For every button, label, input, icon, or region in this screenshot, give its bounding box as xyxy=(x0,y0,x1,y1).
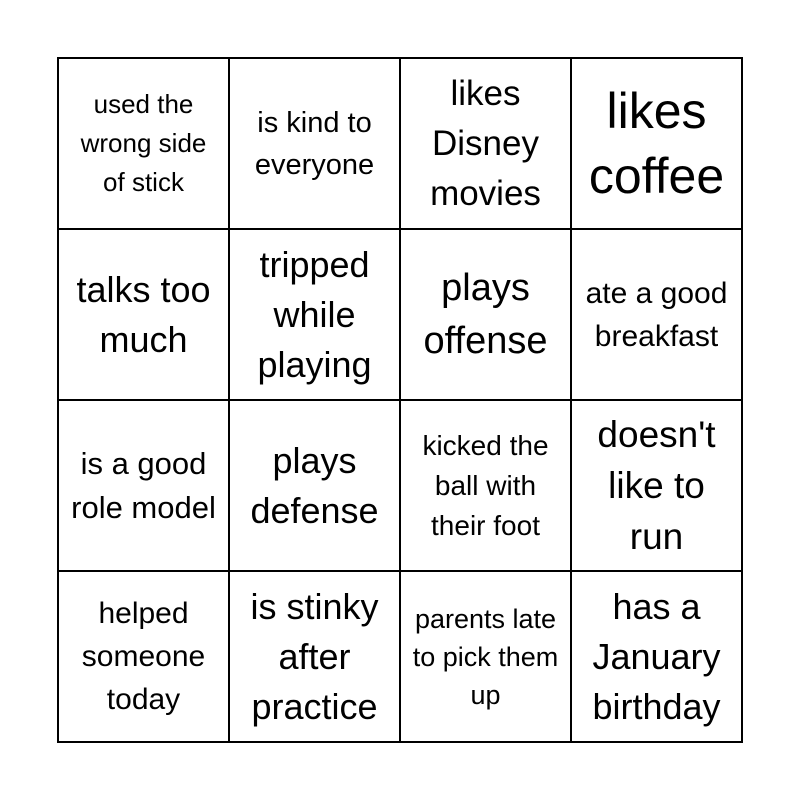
bingo-cell[interactable] xyxy=(571,400,742,571)
bingo-cell[interactable] xyxy=(400,571,571,742)
bingo-cell[interactable] xyxy=(229,571,400,742)
bingo-cell[interactable] xyxy=(58,400,229,571)
bingo-cell[interactable] xyxy=(571,58,742,229)
cell-text: kicked the ball with their foot xyxy=(422,429,549,541)
bingo-cell[interactable] xyxy=(58,571,229,742)
bingo-board xyxy=(57,57,743,743)
bingo-cell[interactable] xyxy=(400,229,571,400)
bingo-cell[interactable] xyxy=(571,229,742,400)
cell-text: helped someone today xyxy=(81,597,206,716)
cell-text: has a January birthday xyxy=(592,585,721,727)
cell-text: doesn't like to run xyxy=(597,414,716,557)
cell-text: parents late to pick them up xyxy=(412,603,559,710)
cell-text: plays offense xyxy=(423,266,548,362)
cell-text: likes Disney movies xyxy=(430,73,541,213)
cell-text: plays defense xyxy=(250,439,379,531)
cell-text: ate a good breakfast xyxy=(585,276,728,353)
bingo-cell[interactable] xyxy=(229,229,400,400)
cell-text: is a good role model xyxy=(71,445,216,525)
bingo-cell[interactable] xyxy=(400,400,571,571)
bingo-cell[interactable] xyxy=(229,58,400,229)
bingo-cell[interactable] xyxy=(58,229,229,400)
cell-text: is stinky after practice xyxy=(250,585,379,727)
bingo-cell[interactable] xyxy=(58,58,229,229)
bingo-cell[interactable] xyxy=(400,58,571,229)
bingo-cell[interactable] xyxy=(229,400,400,571)
cell-text: talks too much xyxy=(76,268,211,360)
cell-text: is kind to everyone xyxy=(254,106,375,181)
cell-text: likes coffee xyxy=(588,82,725,204)
bingo-cell[interactable] xyxy=(571,571,742,742)
cell-text: tripped while playing xyxy=(257,243,372,385)
cell-text: used the wrong side of stick xyxy=(80,89,207,197)
